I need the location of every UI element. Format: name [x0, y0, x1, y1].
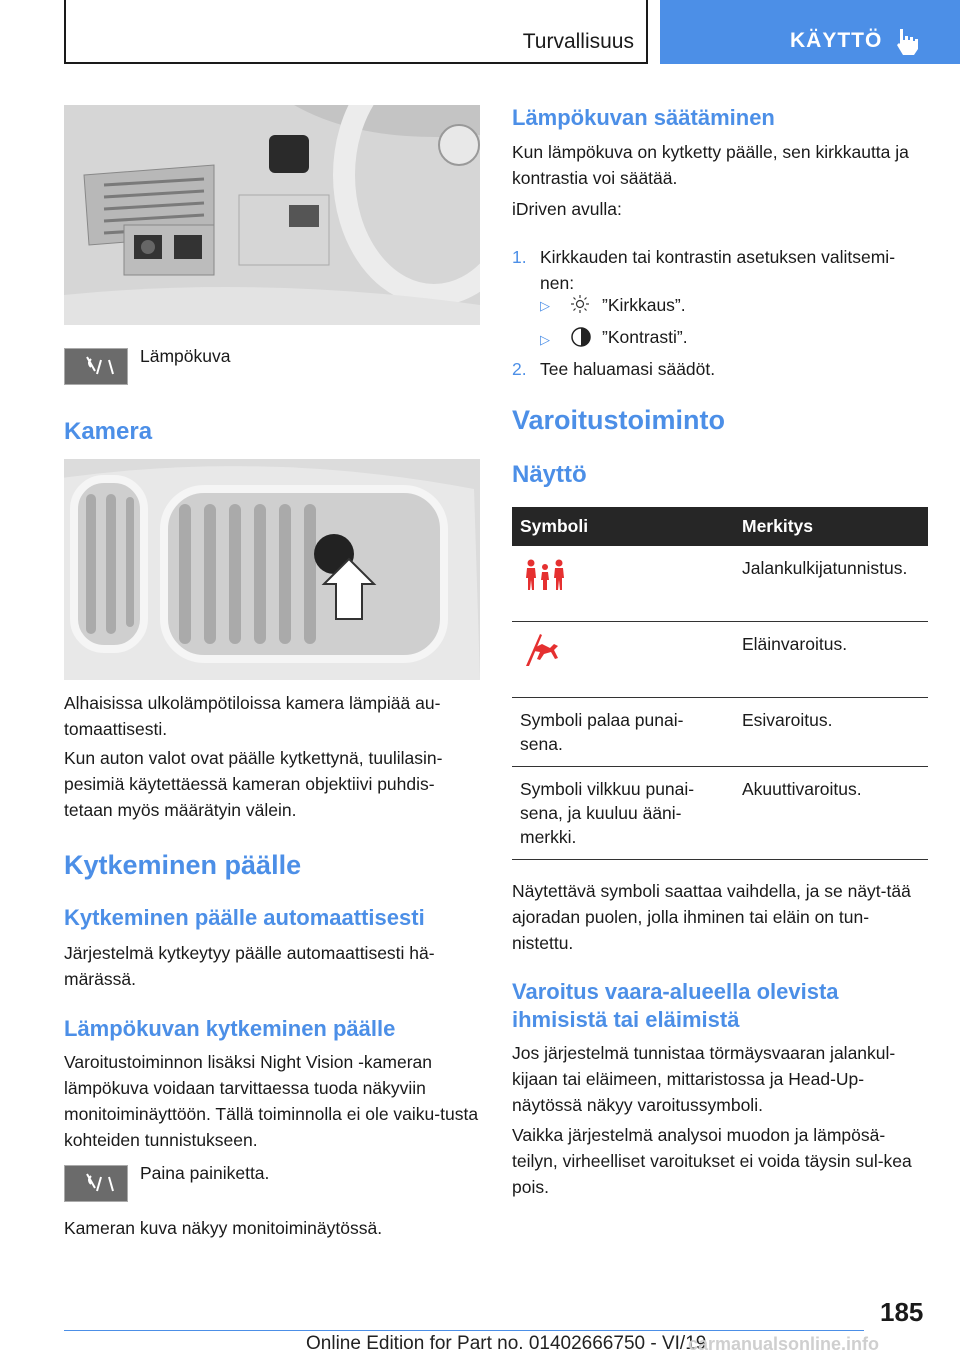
page-number: 185	[880, 1297, 924, 1327]
contrast-icon	[570, 326, 592, 348]
header-chapter-title: KÄYTTÖ	[790, 29, 883, 52]
dashboard-image	[64, 105, 480, 325]
hand-pointer-icon	[894, 26, 922, 56]
header-chapter-box	[660, 0, 960, 64]
header-section-title: Turvallisuus	[522, 30, 634, 53]
table-cell-meaning: Esivaroitus.	[734, 697, 928, 766]
grille-camera-image	[64, 459, 480, 680]
saato-paragraph: Kun lämpökuva on kytketty päälle, sen kirkkautta ja kontrastia voi säätää.	[512, 142, 909, 188]
table-cell-symbol: Symboli vilkkuu punai-sena, ja kuuluu ääni-merkki.	[512, 766, 734, 859]
table-cell-meaning: Eläinvaroitus.	[734, 621, 928, 697]
idrive-text: iDriven avulla:	[512, 199, 622, 219]
table-row	[512, 546, 928, 621]
table-cell-symbol	[512, 621, 734, 697]
symbol-table	[512, 507, 928, 860]
thermal-image-button-icon	[64, 348, 128, 385]
sub-option-contrast: ”Kontrasti”.	[602, 327, 688, 347]
vaara-paragraph-2: Vaikka järjestelmä analysoi muodon ja lämpösä-teilyn, virheelliset varoitukset ei voida täysin sul-kea pois.	[512, 1125, 912, 1197]
heading-varoitustoiminto: Varoitustoiminto	[512, 405, 726, 435]
bullet-triangle-icon: ▷	[540, 332, 550, 347]
bullet-triangle-icon: ▷	[540, 298, 550, 313]
vaara-paragraph-1: Jos järjestelmä tunnistaa törmäysvaaran jalankul-kijaan tai eläimeen, mittaristossa ja Head-Up-näytössä näkyy varoitussymboli.	[512, 1043, 896, 1115]
step2-text: Tee haluamasi säädöt.	[540, 359, 716, 379]
heading-kytkeminen: Kytkeminen päälle	[64, 850, 302, 880]
table-row	[512, 766, 928, 859]
table-row	[512, 621, 928, 697]
table-cell-symbol	[512, 546, 734, 621]
animal-warning-icon	[520, 632, 566, 668]
heading-vaara-alue: Varoitus vaara-alueella olevista ihmisistä tai eläimistä	[512, 979, 839, 1032]
table-cell-meaning: Jalankulkijatunnistus.	[734, 546, 928, 621]
watermark-text: carmanualsonline.info	[688, 1334, 880, 1354]
table-cell-meaning: Akuuttivaroitus.	[734, 766, 928, 859]
kamera-paragraph-2: Kun auton valot ovat päälle kytkettynä, tuulilasin-pesimiä käytettäessä kameran objektiivi puhdis-tetaan myös määrätyin välein.	[64, 748, 443, 820]
edition-text: Online Edition for Part no. 01402666750 - VI/19	[306, 1333, 707, 1354]
step1-text: Kirkkauden tai kontrastin asetuksen valitsemi-nen:	[540, 247, 896, 293]
final-paragraph: Kameran kuva näkyy monitoiminäytössä.	[64, 1218, 383, 1238]
heading-lampokuva-kytkeminen: Lämpökuvan kytkeminen päälle	[64, 1016, 396, 1041]
table-row	[512, 697, 928, 766]
thermal-image-button-icon-2	[64, 1165, 128, 1202]
lampokuva-paragraph: Varoitustoiminnon lisäksi Night Vision -kameran lämpökuva voidaan tarvittaessa tuoda näkyviin monitoiminäyttöön. Tällä toiminnolla ei ole vaiku-tusta kohteiden tunnistukseen.	[64, 1052, 479, 1150]
auto-paragraph: Järjestelmä kytkeytyy päälle automaattisesti hä-märässä.	[64, 943, 435, 989]
heading-kytkeminen-auto: Kytkeminen päälle automaattisesti	[64, 905, 425, 930]
heading-saataminen: Lämpökuvan säätäminen	[512, 105, 775, 130]
header-section-box	[64, 0, 648, 64]
after-table-paragraph: Näytettävä symboli saattaa vaihdella, ja se näyt-tää ajoradan puolen, jolla ihminen tai eläin on tun-nistettu.	[512, 881, 911, 953]
table-cell-symbol: Symboli palaa punai-sena.	[512, 697, 734, 766]
step2-number: 2.	[512, 359, 527, 379]
table-header-symboli: Symboli	[512, 507, 734, 546]
button-caption: Paina painiketta.	[140, 1163, 270, 1183]
sub-option-brightness: ”Kirkkaus”.	[602, 295, 686, 315]
heading-kamera: Kamera	[64, 418, 153, 445]
table-header-merkitys: Merkitys	[734, 507, 928, 546]
kamera-paragraph-1: Alhaisissa ulkolämpötiloissa kamera lämpiää au-tomaattisesti.	[64, 693, 441, 739]
pedestrian-warning-icon	[520, 558, 570, 592]
image1-caption: Lämpökuva	[140, 346, 231, 366]
step1-number: 1.	[512, 247, 527, 267]
heading-naytto: Näyttö	[512, 461, 587, 488]
brightness-icon	[570, 294, 590, 314]
footer-divider	[64, 1330, 864, 1331]
